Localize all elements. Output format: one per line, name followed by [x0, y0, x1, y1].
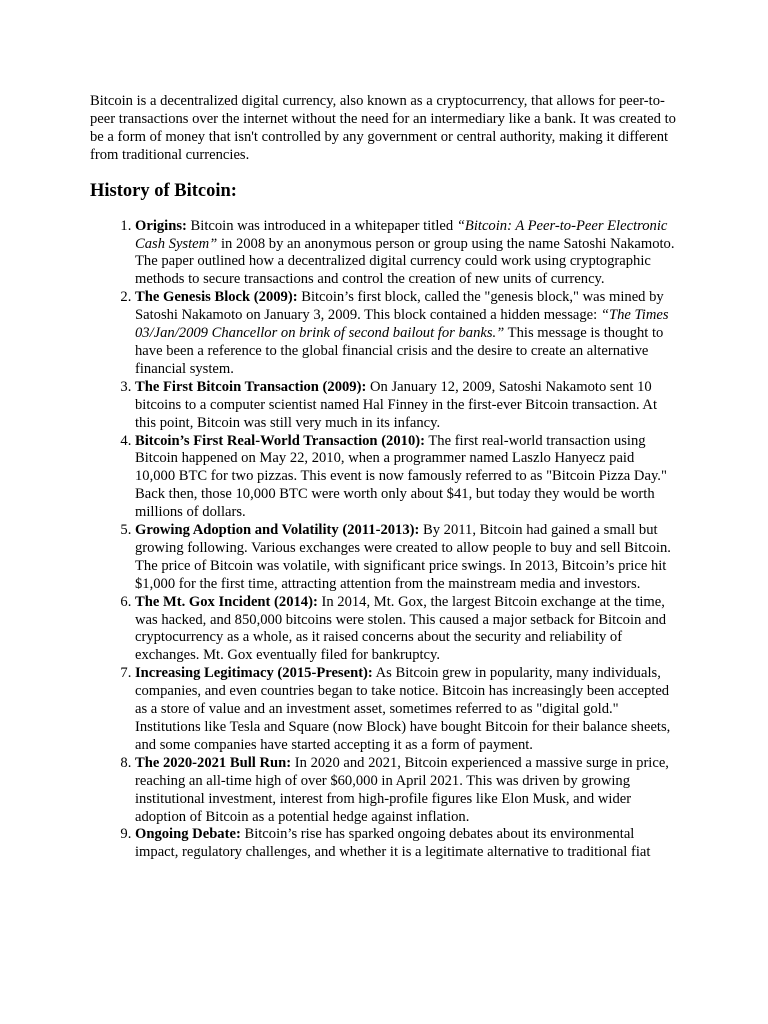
list-item	[135, 522, 678, 594]
item-text: Bitcoin’s first block, called the "genesis block," was mined by Satoshi Nakamoto on January 3, 2009. This block contained a hidden message:	[135, 289, 664, 324]
item-title: The First Bitcoin Transaction (2009):	[135, 378, 367, 395]
list-item	[135, 289, 678, 379]
item-text: On January 12, 2009, Satoshi Nakamoto sent 10 bitcoins to a computer scientist named Hal Finney in the first-ever Bitcoin transaction. At this point, Bitcoin was still very much in its infancy.	[135, 378, 658, 431]
item-quote: “Bitcoin: A Peer-to-Peer Electronic Cash System”	[135, 217, 668, 252]
item-text-cont: in 2008 by an anonymous person or group using the name Satoshi Nakamoto. The paper outlined how a decentralized digital currency could work using cryptographic methods to secure transactions and control the creation of new units of currency.	[135, 235, 675, 288]
item-text: The first real-world transaction using Bitcoin happened on May 22, 2010, when a programmer named Laszlo Hanyecz paid 10,000 BTC for two pizzas. This event is now famously referred to as "Bitcoin Pizza Day." Back then, those 10,000 BTC were worth only about $41, but today they would be worth millions of dollars.	[135, 432, 667, 521]
item-title: Origins:	[135, 217, 187, 234]
list-item	[135, 755, 678, 827]
intro-paragraph: Bitcoin is a decentralized digital currency, also known as a cryptocurrency, that allows for peer-to-peer transactions over the internet without the need for an intermediary like a bank. It was created to be a form of money that isn't controlled by any government or central authority, making it different from traditional currencies.	[90, 93, 676, 163]
section-heading: History of Bitcoin:	[90, 180, 237, 201]
item-title: Growing Adoption and Volatility (2011-2013):	[135, 522, 420, 539]
history-list	[90, 218, 678, 863]
list-item	[135, 218, 678, 290]
item-text: In 2014, Mt. Gox, the largest Bitcoin exchange at the time, was hacked, and 850,000 bitcoins were stolen. This caused a major setback for Bitcoin and cryptocurrency as a whole, as it raised concerns about the security and reliability of exchanges. Mt. Gox eventually filed for bankruptcy.	[135, 593, 667, 664]
list-item	[135, 826, 678, 862]
item-text: By 2011, Bitcoin had gained a small but growing following. Various exchanges were created to allow people to buy and sell Bitcoin. The price of Bitcoin was volatile, with significant price swings. In 2013, Bitcoin’s price hit $1,000 for the first time, attracting attention from the mainstream media and investors.	[135, 522, 671, 592]
item-title: The Mt. Gox Incident (2014):	[135, 593, 318, 610]
item-quote: “The Times 03/Jan/2009 Chancellor on brink of second bailout for banks.”	[135, 307, 669, 342]
list-item	[135, 594, 678, 666]
item-text-cont: This message is thought to have been a reference to the global financial crisis and the desire to create an alternative financial system.	[135, 325, 664, 377]
list-item	[135, 433, 678, 523]
list-item	[135, 665, 678, 755]
item-text: In 2020 and 2021, Bitcoin experienced a massive surge in price, reaching an all-time high of over $60,000 in April 2021. This was driven by growing institutional investment, interest from high-profile figures like Elon Musk, and wider adoption of Bitcoin as a potential hedge against inflation.	[135, 754, 669, 825]
item-text: Bitcoin was introduced in a whitepaper titled	[186, 217, 457, 234]
item-title: Increasing Legitimacy (2015-Present):	[135, 665, 373, 682]
item-title: The Genesis Block (2009):	[135, 289, 298, 306]
item-text: As Bitcoin grew in popularity, many individuals, companies, and even countries began to take notice. Bitcoin has increasingly been accepted as a store of value and an investment asset, sometimes referred to as "digital gold." Institutions like Tesla and Square (now Block) have bought Bitcoin for their balance sheets, and some companies have started accepting it as a form of payment.	[135, 665, 671, 753]
document-page	[90, 93, 678, 862]
item-title: Ongoing Debate:	[135, 826, 241, 843]
item-title: The 2020-2021 Bull Run:	[135, 754, 292, 771]
item-title: Bitcoin’s First Real-World Transaction (2010):	[135, 432, 425, 449]
item-text: Bitcoin’s rise has sparked ongoing debates about its environmental impact, regulatory challenges, and whether it is a legitimate alternative to traditional fiat	[135, 826, 651, 861]
list-item	[135, 379, 678, 433]
